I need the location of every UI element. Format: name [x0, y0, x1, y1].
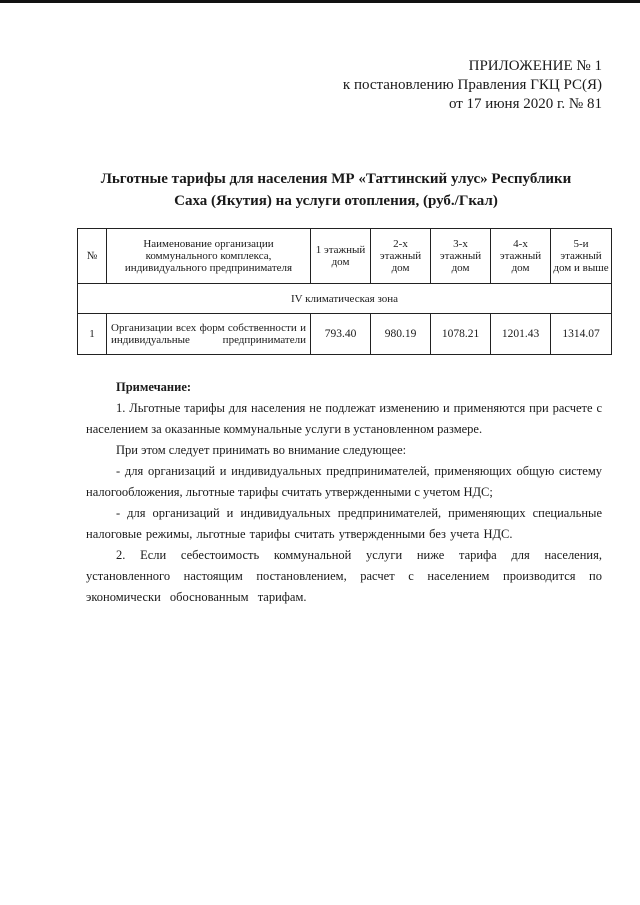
header-number: № — [78, 229, 107, 284]
tariff-table — [77, 228, 612, 355]
value-3-floor: 1078.21 — [431, 314, 491, 355]
note-paragraph-2: При этом следует принимать во внимание следующее: — [116, 443, 407, 457]
appendix-reference: к постановлению Правления ГКЦ РС(Я) — [342, 77, 602, 93]
appendix-date: от 17 июня 2020 г. № 81 — [448, 96, 602, 112]
header-organization: Наименование организации коммунального комплекса, индивидуального предпринимателя — [107, 229, 311, 284]
document-title — [76, 168, 596, 212]
value-4-floor: 1201.43 — [491, 314, 551, 355]
header-2-floor: 2-х этажный дом — [371, 229, 431, 284]
note-paragraph-4: - для организаций и индивидуальных предпринимателей, применяющих специальные налоговые режимы, льготные тарифы считать утвержденными без учета НДС. — [86, 506, 602, 541]
note-section — [86, 377, 602, 608]
row-organization: Организации всех форм собственности и индивидуальные предприниматели — [107, 314, 311, 355]
row-number: 1 — [78, 314, 107, 355]
note-paragraph-5: 2. Если себестоимость коммунальной услуги ниже тарифа для населения, установленного настоящим постановлением, расчет с населением производится по экономически обоснованным тарифам. — [86, 548, 602, 604]
value-2-floor: 980.19 — [371, 314, 431, 355]
value-5-floor: 1314.07 — [551, 314, 612, 355]
value-1-floor: 793.40 — [311, 314, 371, 355]
header-4-floor: 4-х этажный дом — [491, 229, 551, 284]
note-paragraph-1: 1. Льготные тарифы для населения не подлежат изменению и применяются при расчете с населением за оказанные коммунальные услуги в установленном размере. — [86, 401, 602, 436]
appendix-number: ПРИЛОЖЕНИЕ № 1 — [468, 58, 602, 74]
header-5-floor: 5-и этажный дом и выше — [551, 229, 612, 284]
title-line-1: Льготные тарифы для населения МР «Таттинский улус» Республики — [100, 171, 572, 187]
table-row — [78, 314, 612, 355]
title-line-2: Саха (Якутия) на услуги отопления, (руб./Гкал) — [174, 193, 498, 209]
page-top-border — [0, 0, 640, 3]
header-1-floor: 1 этажный дом — [311, 229, 371, 284]
note-heading: Примечание: — [116, 380, 192, 394]
table-header-row — [78, 229, 612, 284]
appendix-header — [343, 57, 602, 114]
note-paragraph-3: - для организаций и индивидуальных предпринимателей, применяющих общую систему налогообложения, льготные тарифы считать утвержденными с учетом НДС; — [86, 464, 602, 499]
climate-zone-label: IV климатическая зона — [78, 284, 612, 314]
climate-zone-row — [78, 284, 612, 314]
header-3-floor: 3-х этажный дом — [431, 229, 491, 284]
